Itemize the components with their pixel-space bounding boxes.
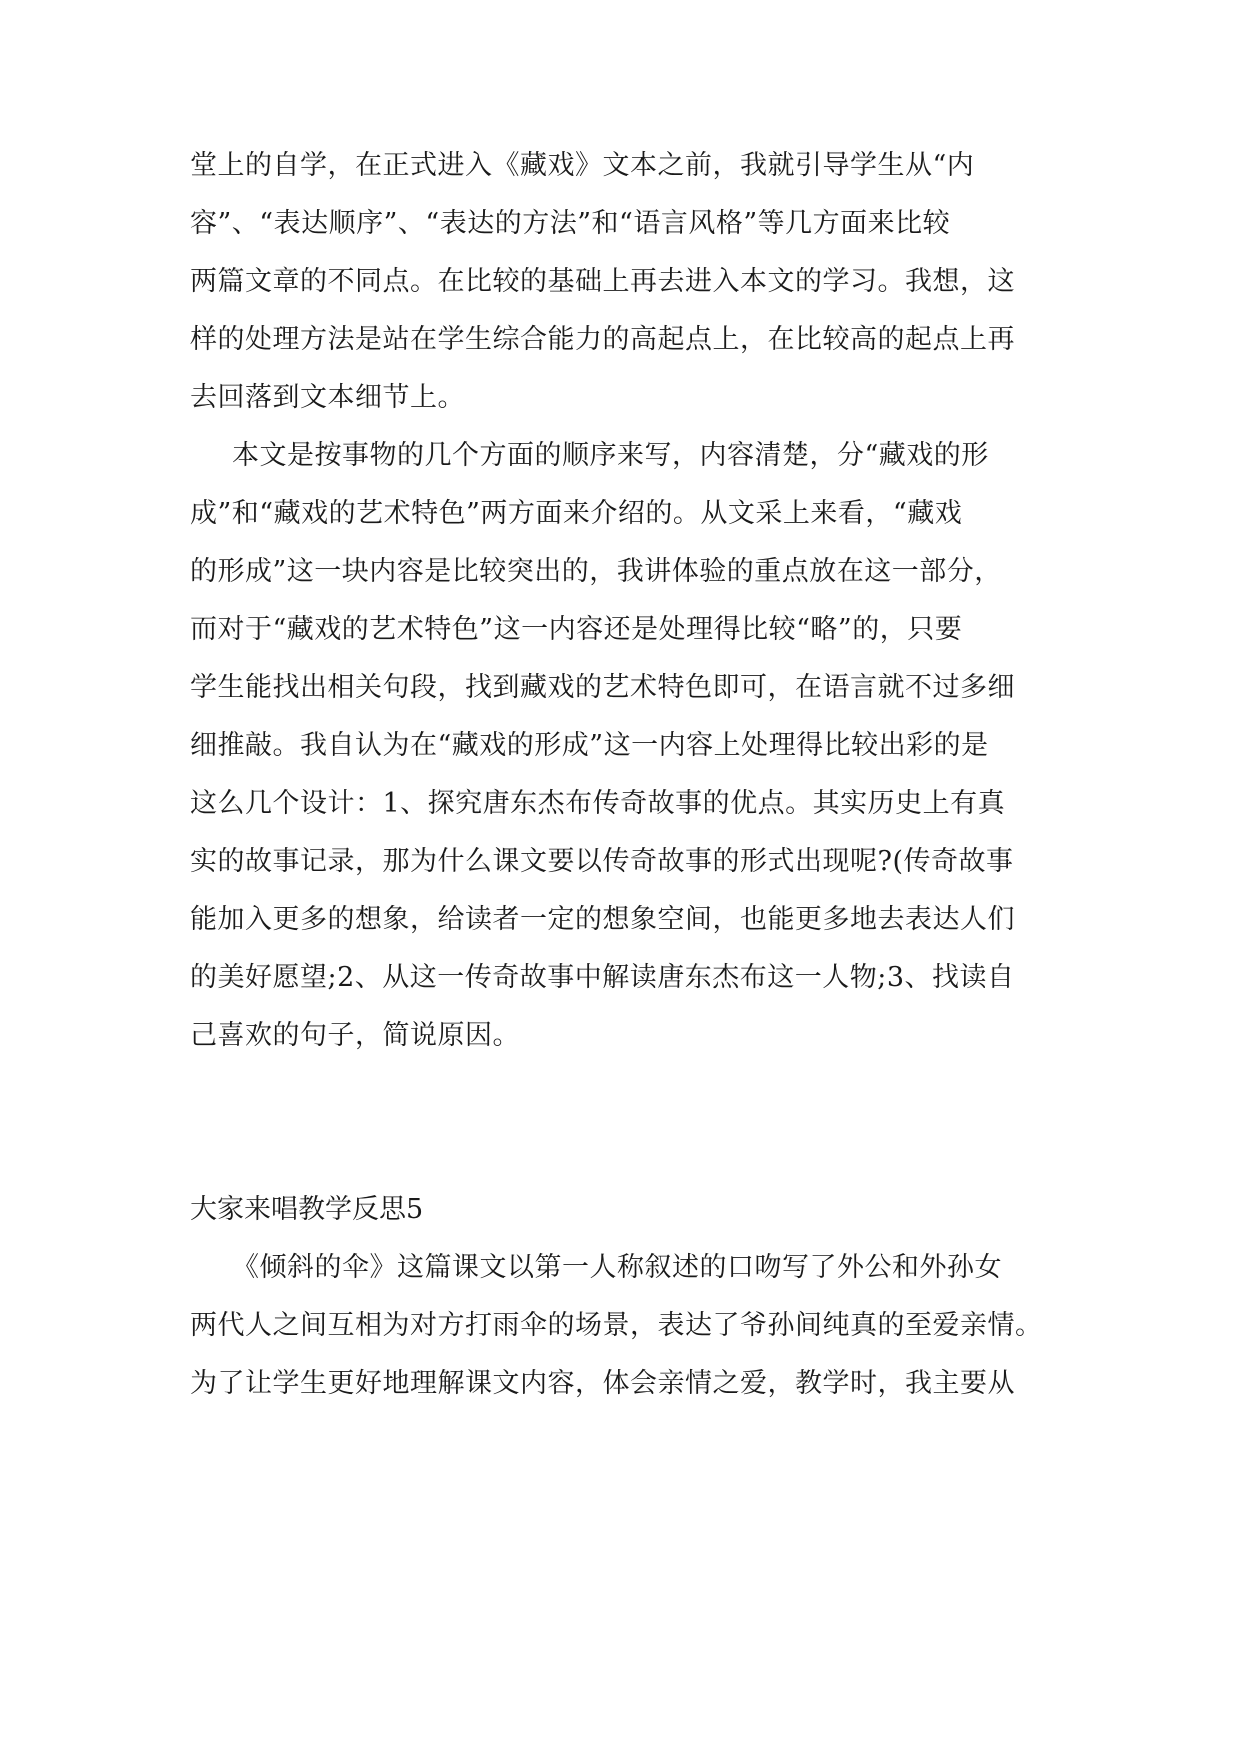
paragraph-1-line-4: 样的处理方法是站在学生综合能力的高起点上，在比较高的起点上再 [190,324,1015,355]
paragraph-1-line-2: 容”、“表达顺序”、“表达的方法”和“语言风格”等几方面来比较 [190,208,951,239]
paragraph-3-line-2: 两代人之间互相为对方打雨伞的场景，表达了爷孙间纯真的至爱亲情。 [190,1310,1043,1341]
paragraph-3-line-1: 《倾斜的伞》这篇课文以第一人称叙述的口吻写了外公和外孙女 [232,1252,1002,1283]
paragraph-2-line-6: 细推敲。我自认为在“藏戏的形成”这一内容上处理得比较出彩的是 [190,730,989,761]
paragraph-2-line-4: 而对于“藏戏的艺术特色”这一内容还是处理得比较“略”的，只要 [190,614,963,645]
paragraph-2-line-2: 成”和“藏戏的艺术特色”两方面来介绍的。从文采上来看，“藏戏 [190,498,963,529]
paragraph-1-line-1: 堂上的自学，在正式进入《藏戏》文本之前，我就引导学生从“内 [190,150,975,181]
paragraph-3-line-3: 为了让学生更好地理解课文内容，体会亲情之爱，教学时，我主要从 [190,1368,1015,1399]
paragraph-2-line-11: 己喜欢的句子，简说原因。 [190,1020,520,1051]
paragraph-2-line-3: 的形成”这一块内容是比较突出的，我讲体验的重点放在这一部分， [190,556,1002,587]
paragraph-2-line-8: 实的故事记录，那为什么课文要以传奇故事的形式出现呢?(传奇故事 [190,846,1014,877]
paragraph-1-line-3: 两篇文章的不同点。在比较的基础上再去进入本文的学习。我想，这 [190,266,1015,297]
paragraph-2-line-5: 学生能找出相关句段，找到藏戏的艺术特色即可，在语言就不过多细 [190,672,1015,703]
section-heading: 大家来唱教学反思5 [190,1194,424,1225]
paragraph-2-line-10: 的美好愿望;2、从这一传奇故事中解读唐东杰布这一人物;3、找读自 [190,962,1015,993]
paragraph-2-line-9: 能加入更多的想象，给读者一定的想象空间，也能更多地去表达人们 [190,904,1015,935]
paragraph-1-line-5: 去回落到文本细节上。 [190,382,465,413]
paragraph-2-line-7: 这么几个设计：1、探究唐东杰布传奇故事的优点。其实历史上有真 [190,788,1006,819]
paragraph-2-line-1: 本文是按事物的几个方面的顺序来写，内容清楚，分“藏戏的形 [232,440,989,471]
